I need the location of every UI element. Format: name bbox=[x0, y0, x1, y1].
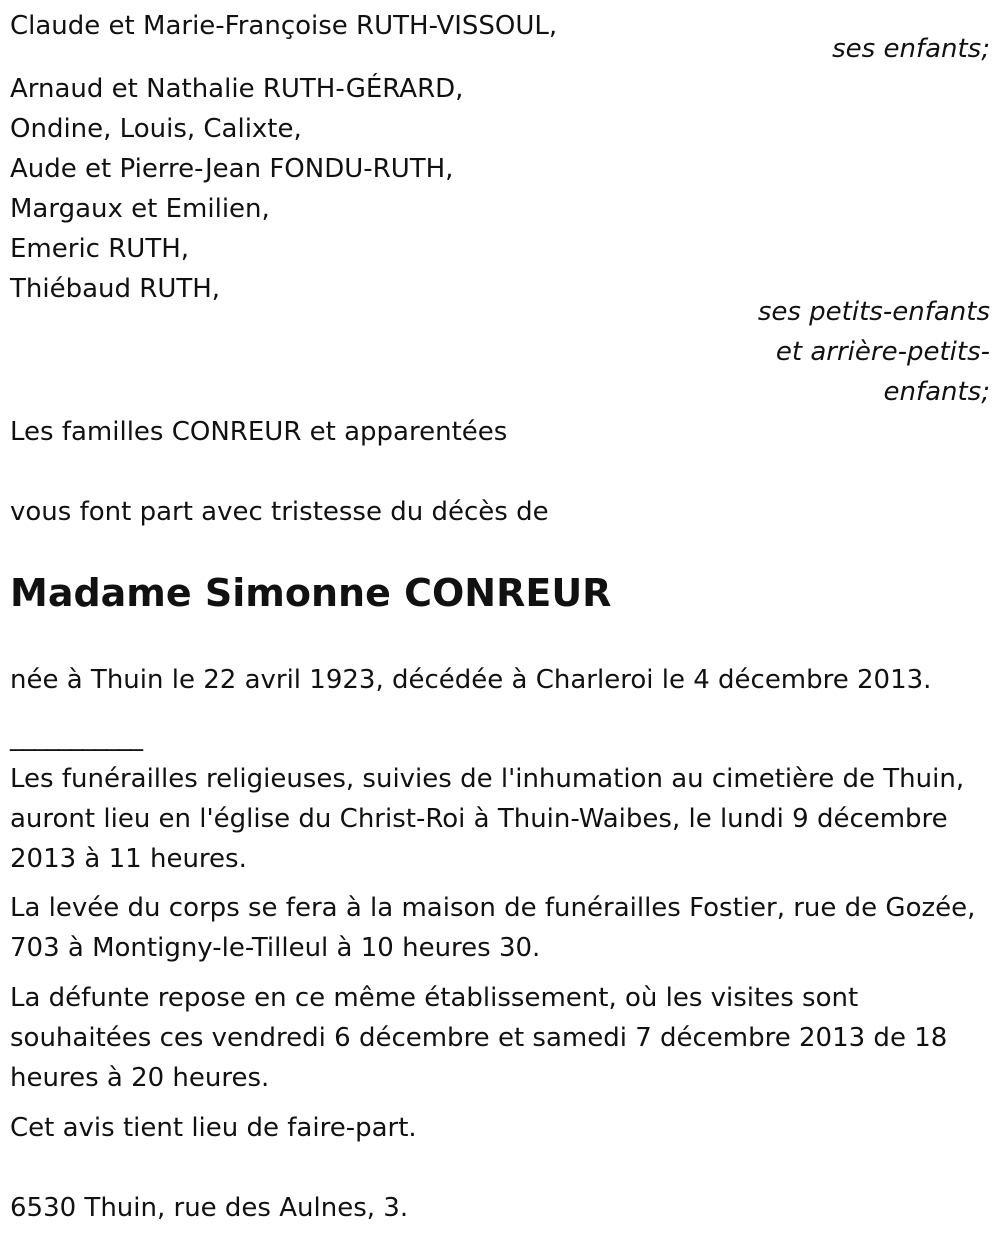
funeral-paragraph-3: La défunte repose en ce même établissement, où les visites sont souhaitées ces vendredi 6 décembre et samedi 7 décembre 2013 de 18 heures à 20 heures. bbox=[10, 983, 948, 1093]
grandchildren-role-line-2: et arrière-petits- bbox=[775, 337, 990, 367]
divider: ___________ bbox=[10, 722, 142, 752]
grandchildren-name-2: Ondine, Louis, Calixte, bbox=[10, 114, 302, 144]
grandchildren-role-line-1: ses petits-enfants bbox=[757, 297, 990, 327]
grandchildren-name-5: Emeric RUTH, bbox=[10, 234, 190, 264]
children-names: Claude et Marie-Françoise RUTH-VISSOUL, bbox=[10, 11, 558, 41]
deceased-name: Madame Simonne CONREUR bbox=[10, 571, 612, 615]
funeral-paragraph-2: La levée du corps se fera à la maison de funérailles Fostier, rue de Gozée, 703 à Montigny-le-Tilleul à 10 heures 30. bbox=[10, 893, 976, 963]
children-role: ses enfants; bbox=[832, 34, 990, 64]
address-line: 6530 Thuin, rue des Aulnes, 3. bbox=[10, 1193, 409, 1223]
grandchildren-name-4: Margaux et Emilien, bbox=[10, 194, 270, 224]
grandchildren-name-6: Thiébaud RUTH, bbox=[10, 274, 221, 304]
families-line: Les familles CONREUR et apparentées bbox=[10, 417, 508, 447]
grandchildren-name-1: Arnaud et Nathalie RUTH-GÉRARD, bbox=[10, 74, 464, 104]
announcement-line: vous font part avec tristesse du décès de bbox=[10, 497, 549, 527]
funeral-paragraph-4: Cet avis tient lieu de faire-part. bbox=[10, 1113, 417, 1143]
grandchildren-role-line-3: enfants; bbox=[883, 377, 990, 407]
grandchildren-name-3: Aude et Pierre-Jean FONDU-RUTH, bbox=[10, 154, 454, 184]
funeral-paragraph-1: Les funérailles religieuses, suivies de l'inhumation au cimetière de Thuin, auront lieu en l'église du Christ-Roi à Thuin-Waibes, le lundi 9 décembre 2013 à 11 heures. bbox=[10, 764, 965, 874]
birth-death-line: née à Thuin le 22 avril 1923, décédée à Charleroi le 4 décembre 2013. bbox=[10, 665, 932, 695]
